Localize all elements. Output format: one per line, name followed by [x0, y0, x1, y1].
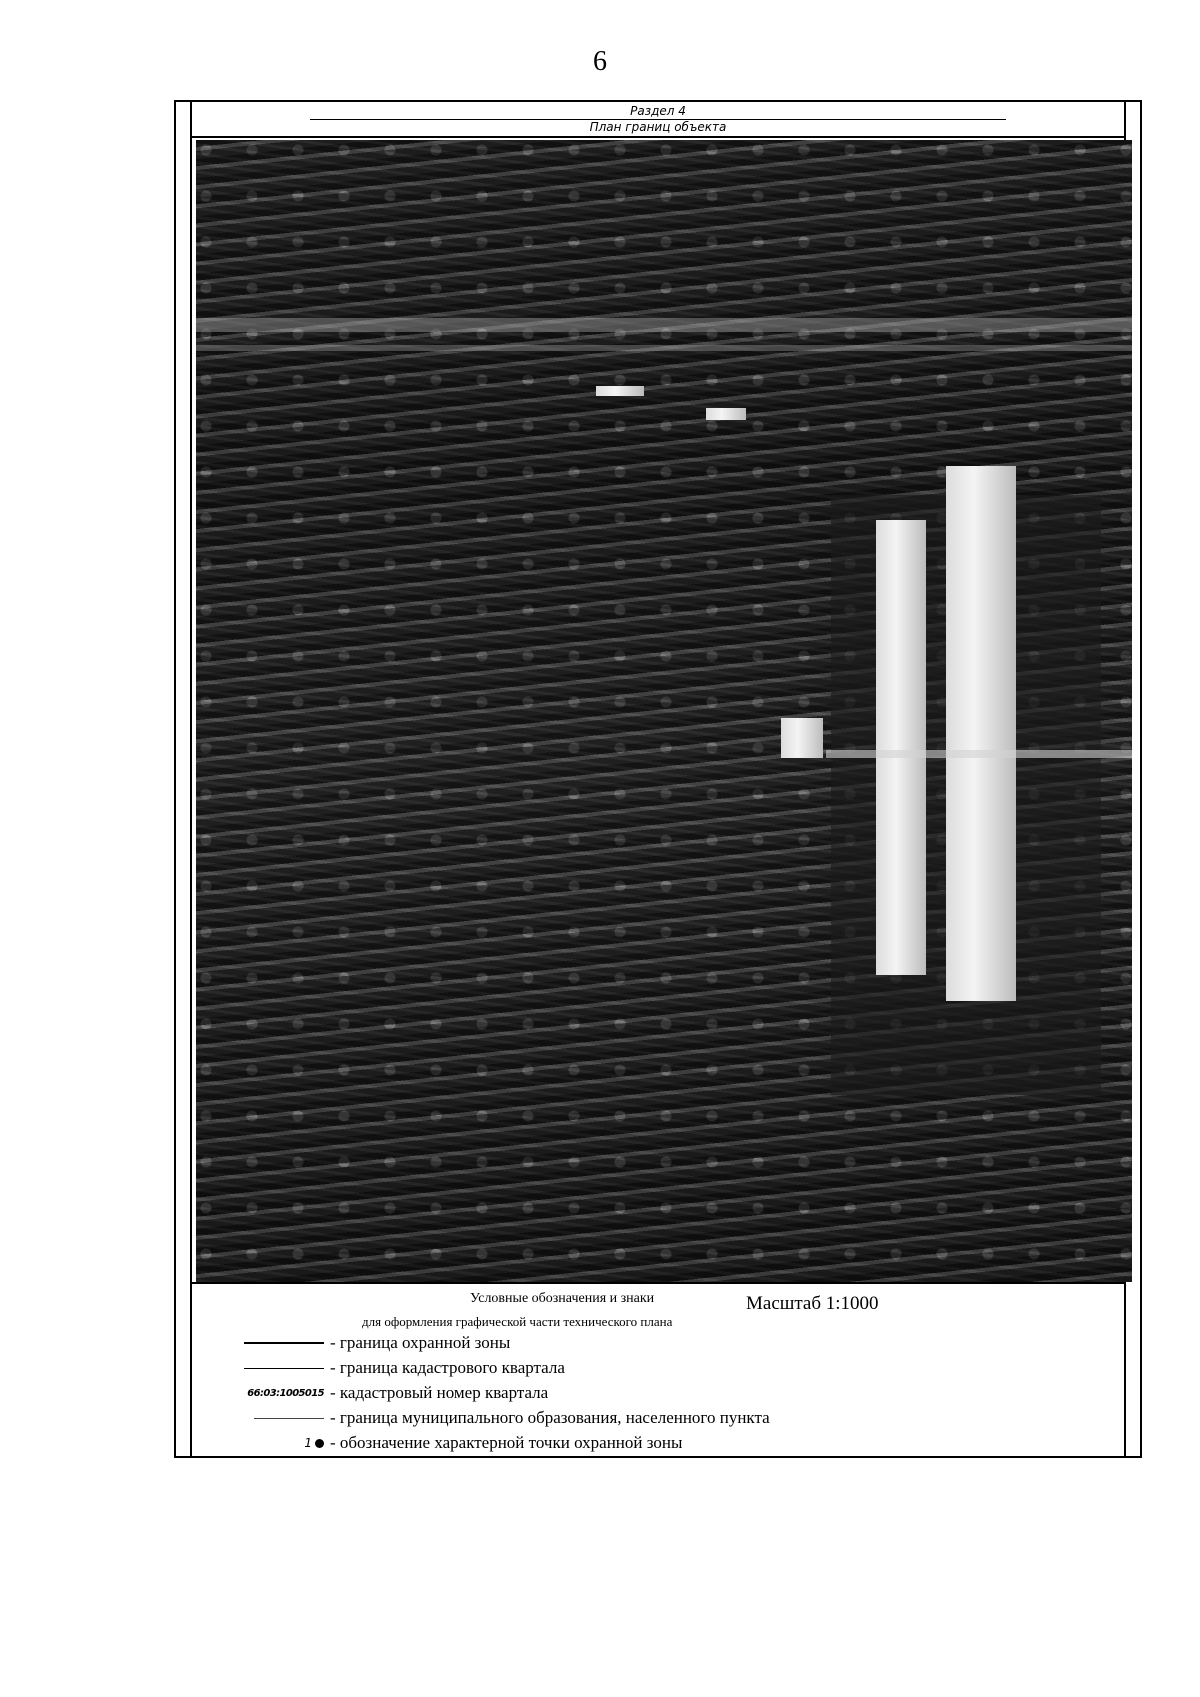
legend-item	[212, 1356, 565, 1380]
plan-header	[190, 102, 1126, 138]
aerial-photo-map	[196, 140, 1132, 1282]
legend-item-label: - кадастровый номер квартала	[330, 1383, 549, 1402]
legend-subtitle: для оформления графической части технического плана	[362, 1314, 673, 1329]
cadastral-number-symbol: 66:03:1005015	[247, 1387, 324, 1399]
legend	[192, 1282, 1124, 1456]
map-scale: Масштаб 1:1000	[746, 1293, 879, 1314]
cadastral-block-line-symbol	[244, 1368, 324, 1369]
plan-title: План границ объекта	[310, 119, 1006, 135]
municipal-boundary-line-symbol	[254, 1418, 324, 1419]
legend-item-label: - граница муниципального образования, населенного пункта	[330, 1408, 770, 1427]
legend-item	[212, 1331, 510, 1355]
protection-zone-line-symbol	[244, 1342, 324, 1344]
characteristic-point-symbol: 1	[304, 1436, 324, 1450]
legend-item-label: - обозначение характерной точки охранной зоны	[330, 1433, 683, 1452]
legend-title: Условные обозначения и знаки	[470, 1291, 655, 1306]
section-label: Раздел 4	[630, 104, 686, 118]
page-number: 6	[593, 46, 607, 77]
legend-item	[212, 1406, 770, 1430]
legend-item-label: - граница охранной зоны	[330, 1333, 511, 1352]
legend-item	[212, 1381, 548, 1405]
legend-item-label: - граница кадастрового квартала	[330, 1358, 565, 1377]
plan-frame	[174, 100, 1142, 1458]
legend-item	[212, 1431, 682, 1455]
